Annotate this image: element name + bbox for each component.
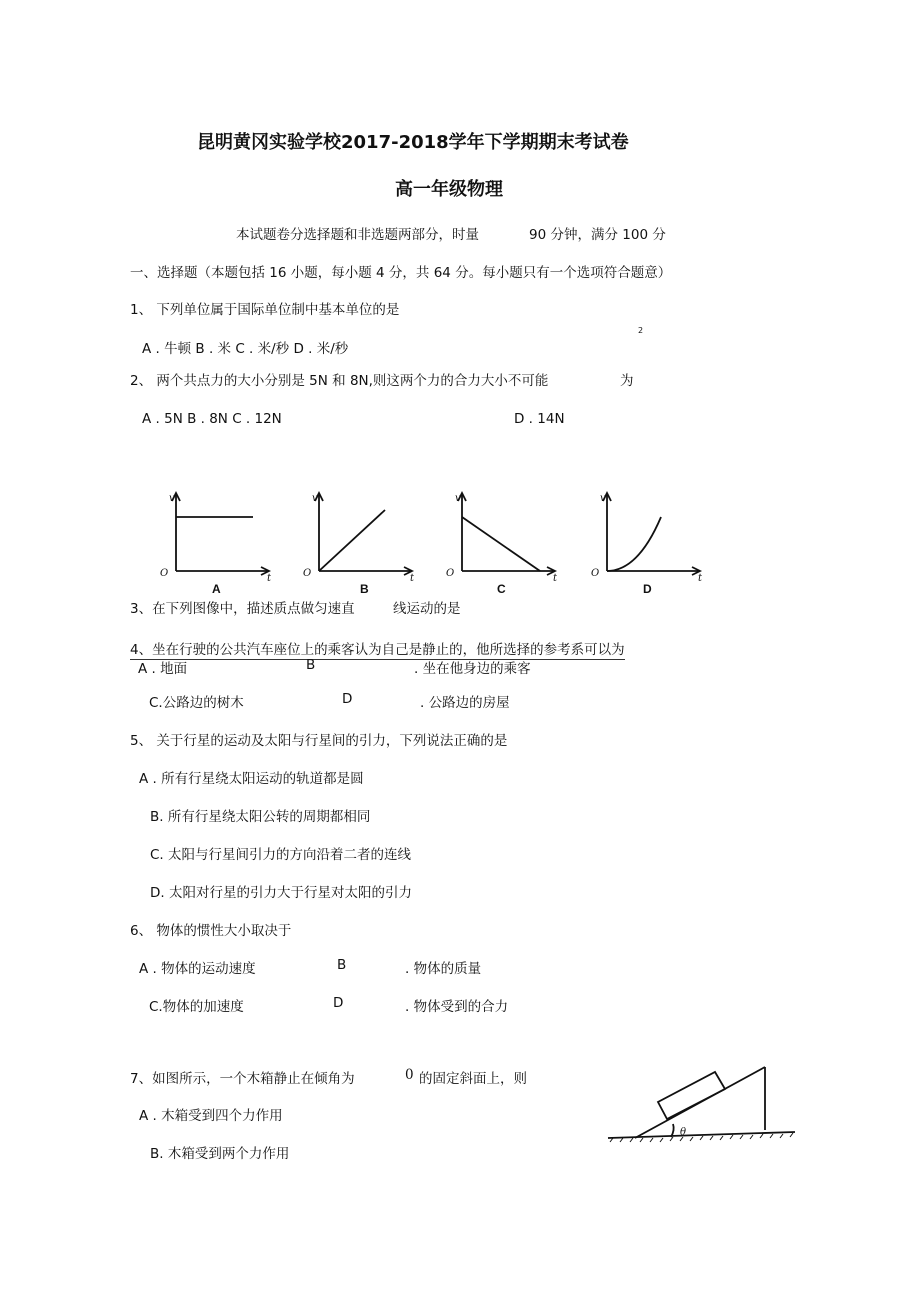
graph-a-t-label: t [267, 573, 272, 584]
q4-stem: 4、坐在行驶的公共汽车座位上的乘客认为自己是静止的，他所选择的参考系可以为 [130, 638, 625, 660]
graph-d-v-label: v [600, 493, 606, 504]
q4-option-b-text: . 坐在他身边的乘客 [414, 661, 531, 677]
graph-b-origin: O [303, 568, 312, 579]
q2-option-d: D . 14N [514, 411, 565, 427]
q6-option-c: C.物体的加速度 [149, 999, 244, 1015]
q6-stem: 6、 物体的惯性大小取决于 [130, 923, 292, 939]
graph-a-origin: O [160, 568, 169, 579]
exam-title: 昆明黄冈实验学校2017-2018学年下学期期末考试卷 [197, 132, 629, 153]
graph-c-t-label: t [553, 573, 558, 584]
graph-b-t-label: t [410, 573, 415, 584]
q1-stem: 1、 下列单位属于国际单位制中基本单位的是 [130, 302, 400, 318]
incline-figure [605, 1058, 800, 1148]
incline-angle-label: θ [680, 1127, 687, 1138]
q5-option-c: C. 太阳与行星间引力的方向沿着二者的连线 [150, 847, 412, 863]
q7-theta: 0 [405, 1067, 414, 1083]
q5-stem: 5、 关于行星的运动及太阳与行星间的引力，下列说法正确的是 [130, 733, 508, 749]
q6-option-a: A . 物体的运动速度 [139, 961, 256, 977]
q6-option-b-letter: B [337, 957, 347, 973]
graph-a-caption: A [212, 582, 221, 596]
graph-c-v-label: v [455, 493, 461, 504]
q4-option-b-letter: B [306, 657, 316, 673]
q7-option-a: A . 木箱受到四个力作用 [139, 1108, 283, 1124]
section-heading: 一、选择题（本题包括 16 小题，每小题 4 分，共 64 分。每小题只有一个选项符合题意） [130, 265, 672, 281]
wooden-box [658, 1072, 725, 1119]
graph-d [586, 487, 706, 599]
graph-b [298, 487, 418, 599]
exam-subtitle: 高一年级物理 [395, 179, 503, 200]
q1-superscript: 2 [638, 326, 644, 335]
q3-stem: 3、在下列图像中，描述质点做匀速直 [130, 601, 355, 617]
q4-option-d-letter: D [342, 691, 353, 707]
graph-d-curve [607, 517, 661, 571]
intro-text: 本试题卷分选择题和非选题两部分，时量 [236, 227, 479, 243]
q6-option-b-text: . 物体的质量 [405, 961, 482, 977]
graph-c-origin: O [446, 568, 455, 579]
q4-option-d-text: . 公路边的房屋 [420, 695, 510, 711]
q2-stem: 2、 两个共点力的大小分别是 5N 和 8N,则这两个力的合力大小不可能 [130, 373, 549, 389]
q4-option-c: C.公路边的树木 [149, 695, 244, 711]
q5-option-b: B. 所有行星绕太阳公转的周期都相同 [150, 809, 371, 825]
graph-b-caption: B [360, 582, 369, 596]
q3-stem-end: 线运动的是 [393, 601, 461, 617]
q1-options: A . 牛顿 B . 米 C . 米/秒 D . 米/秒 [142, 341, 349, 357]
q5-option-d: D. 太阳对行星的引力大于行星对太阳的引力 [150, 885, 412, 901]
intro-duration: 90 分钟，满分 100 分 [529, 227, 666, 243]
graph-d-caption: D [643, 582, 652, 596]
q2-stem-end: 为 [620, 373, 634, 389]
graph-c-caption: C [497, 582, 506, 596]
graph-b-v-label: v [312, 493, 318, 504]
q4-option-a: A . 地面 [138, 661, 188, 677]
q6-option-d-text: . 物体受到的合力 [405, 999, 509, 1015]
graph-d-t-label: t [698, 573, 703, 584]
q2-options-abc: A . 5N B . 8N C . 12N [142, 411, 282, 427]
graph-d-origin: O [591, 568, 600, 579]
q7-stem: 7、如图所示，一个木箱静止在倾角为 [130, 1071, 355, 1087]
graph-c-line [462, 517, 540, 571]
graph-c [441, 487, 561, 599]
q6-option-d-letter: D [333, 995, 344, 1011]
q7-option-b: B. 木箱受到两个力作用 [150, 1146, 290, 1162]
q7-stem-end: 的固定斜面上，则 [419, 1071, 527, 1087]
graph-a-v-label: v [169, 493, 175, 504]
graph-a [155, 487, 275, 599]
q5-option-a: A . 所有行星绕太阳运动的轨道都是圆 [139, 771, 364, 787]
graph-b-line [319, 510, 385, 571]
